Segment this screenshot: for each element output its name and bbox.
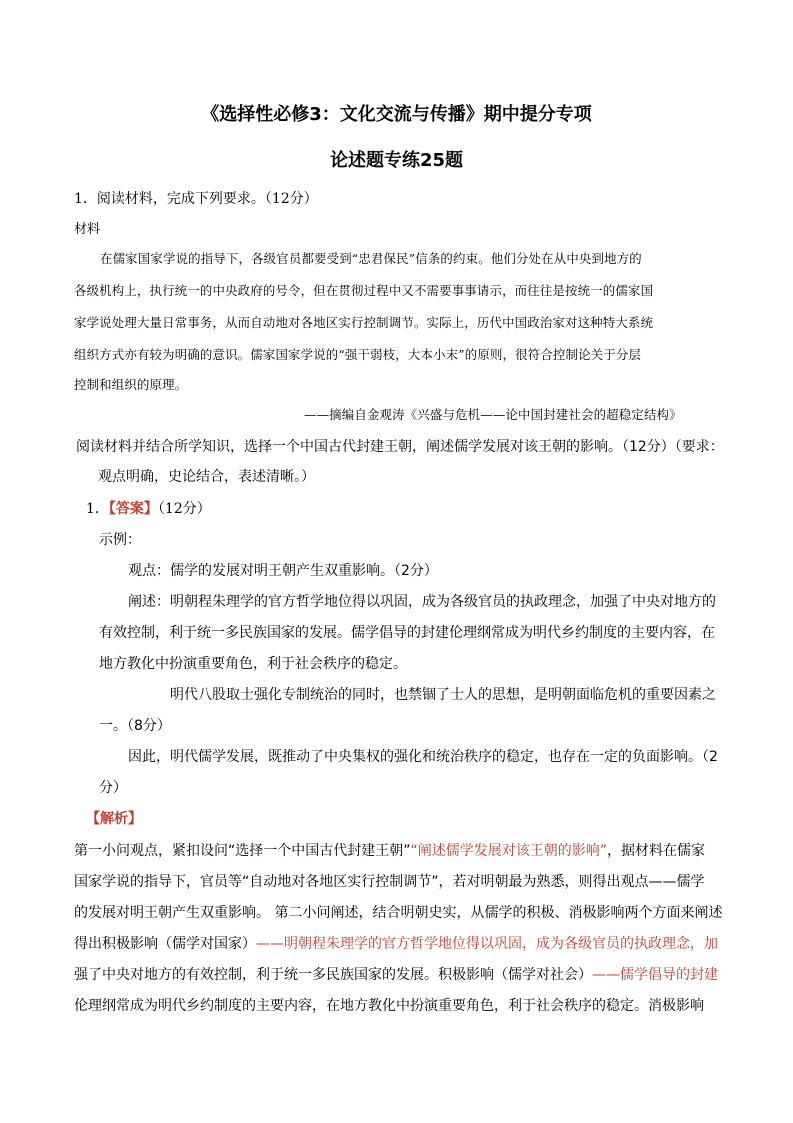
answer-points: （12分） [157, 501, 211, 517]
task-line: 观点明确，史论结合，表述清晰。） [98, 469, 315, 485]
analysis-text: 第一小问观点，紧扣设问“选择一个中国古代封建王朝” [74, 843, 411, 859]
analysis-line [74, 933, 718, 953]
answer-number: 1． [86, 501, 109, 517]
answer-viewpoint: 观点：儒学的发展对明王朝产生双重影响。（2分） [128, 563, 438, 579]
analysis-highlight: “阐述儒学发展对该王朝的影响” [410, 843, 608, 859]
material-line: 组织方式亦有较为明确的意识。儒家国家学说的“强干弱枝，大本小末”的原则，很符合控制论关于分层 [74, 347, 642, 362]
material-line: 各级机构上，执行统一的中央政府的号令，但在贯彻过程中又不需要事事请示，而往往是按统一的儒家国 [74, 283, 654, 298]
analysis-text: 强了中央对地方的有效控制，利于统一多民族国家的发展。积极影响（儒学对社会） [74, 967, 592, 983]
analysis-line [74, 840, 705, 860]
material-line: 在儒家国家学说的指导下，各级官员都要受到“忠君保民”信条的约束。他们分处在从中央到地方的 [100, 251, 642, 266]
document-subtitle: 论述题专练25题 [329, 150, 464, 171]
analysis-highlight: ——明朝程朱理学的官方哲学地位得以巩固，成为各级官员的执政理念，加 [256, 936, 718, 952]
document-title: 《选择性必修3：文化交流与传播》期中提分专项 [201, 104, 592, 125]
elaboration-line: 地方教化中扮演重要角色，利于社会秩序的稳定。 [99, 656, 407, 672]
conclusion-line: 因此，明代儒学发展，既推动了中央集权的强化和统治秩序的稳定，也存在一定的负面影响。（2 [128, 749, 718, 765]
answer-header [86, 498, 211, 518]
analysis-text: 得出积极影响（儒学对国家） [74, 936, 256, 952]
analysis-line [74, 964, 718, 984]
analysis-highlight: ——儒学倡导的封建 [592, 967, 718, 983]
example-label: 示例： [99, 532, 141, 548]
analysis-line: 的发展对明王朝产生双重影响。 第二小问阐述，结合明朝史实，从儒学的积极、消极影响两个方面来阐述 [74, 905, 723, 921]
question-header: 1．阅读材料，完成下列要求。（12分） [74, 191, 318, 207]
analysis-label: 【解析】 [86, 811, 142, 827]
elaboration-line: 明代八股取士强化专制统治的同时，也禁锢了士人的思想，是明朝面临危机的重要因素之 [170, 687, 716, 703]
material-line: 控制和组织的原理。 [74, 377, 188, 392]
analysis-line: 国家学说的指导下，官员等“自动地对各地区实行控制调节”，若对明朝最为熟悉，则得出观点——儒学 [74, 874, 705, 890]
elaboration-line: 阐述：明朝程朱理学的官方哲学地位得以巩固，成为各级官员的执政理念，加强了中央对地方的 [128, 594, 716, 610]
task-line: 阅读材料并结合所学知识，选择一个中国古代封建王朝，阐述儒学发展对该王朝的影响。（12分）（要求： [76, 439, 724, 455]
elaboration-line: 一。（8分） [99, 718, 171, 734]
material-label: 材料 [74, 222, 101, 237]
analysis-text: ，据材料在儒家 [607, 843, 706, 859]
material-source: ——摘编自金观涛《兴盛与危机——论中国封建社会的超稳定结构》 [304, 407, 682, 422]
elaboration-line: 有效控制，利于统一多民族国家的发展。儒学倡导的封建伦理纲常成为明代乡约制度的主要内容，在 [99, 625, 715, 641]
conclusion-line: 分） [99, 780, 127, 796]
answer-label: 【答案】 [108, 501, 158, 517]
material-line: 家学说处理大量日常事务，从而自动地对各地区实行控制调节。实际上，历代中国政治家对这种特大系统 [74, 315, 654, 330]
analysis-line: 伦理纲常成为明代乡约制度的主要内容，在地方教化中扮演重要角色，利于社会秩序的稳定。消极影响 [74, 998, 704, 1014]
